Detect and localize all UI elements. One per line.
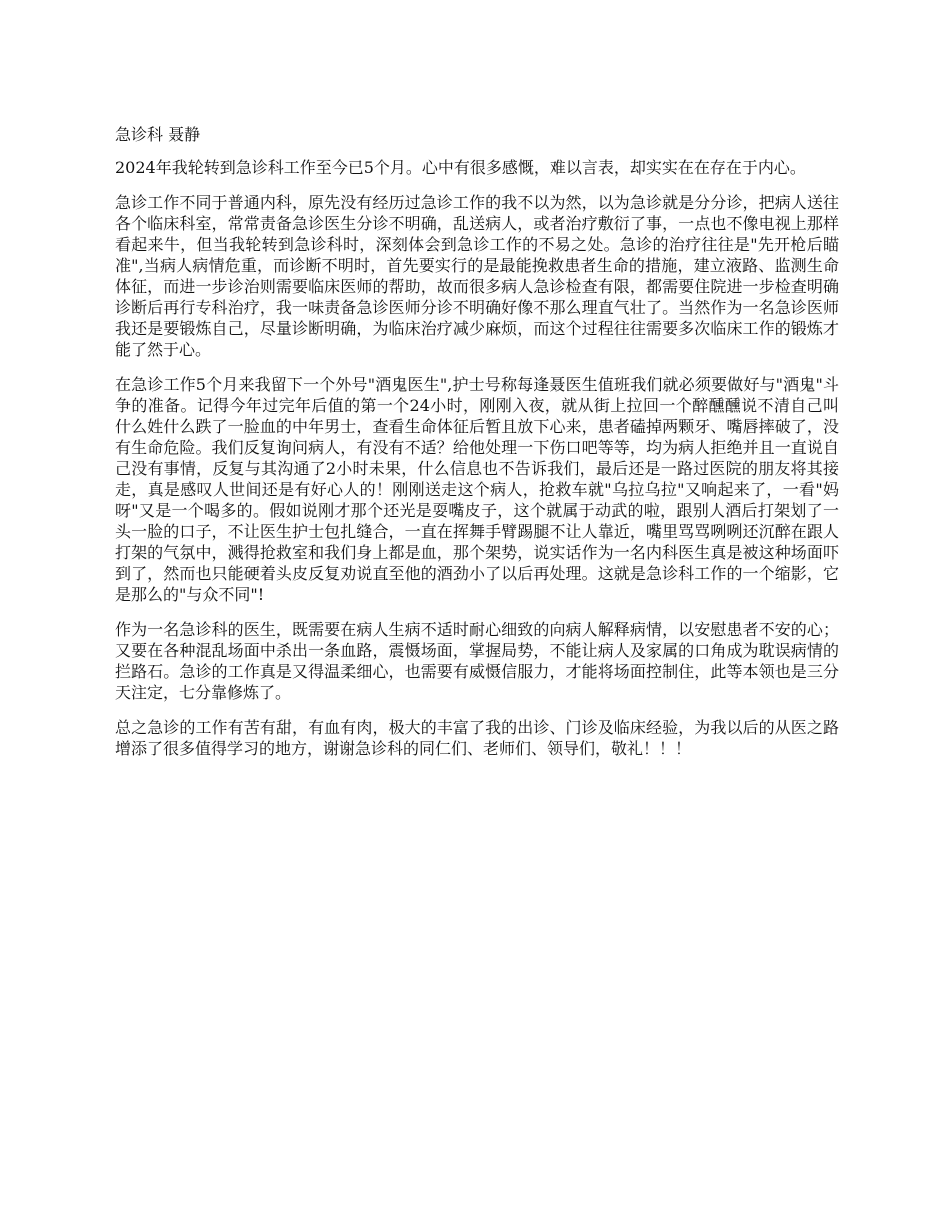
paragraph-conclusion: 总之急诊的工作有苦有甜，有血有肉，极大的丰富了我的出诊、门诊及临床经验，为我以后的从医之路增添了很多值得学习的地方，谢谢急诊科的同仁们、老师们、领导们，敬礼！！！ <box>115 718 839 758</box>
document-body <box>115 124 839 773</box>
paragraph-intro: 2024年我轮转到急诊科工作至今已5个月。心中有很多感慨，难以言表，却实实在在存在于内心。 <box>115 158 806 177</box>
document-heading: 急诊科 聂静 <box>115 125 201 144</box>
paragraph-emergency-work: 急诊工作不同于普通内科，原先没有经历过急诊工作的我不以为然，以为急诊就是分分诊，把病人送往各个临床科室，常常责备急诊医生分诊不明确，乱送病人，或者治疗敷衍了事，一点也不像电视上那样看起来牛，但当我轮转到急诊科时，深刻体会到急诊工作的不易之处。急诊的治疗往往是"先开枪后瞄准",当病人病情危重，而诊断不明时，首先要实行的是最能挽救患者生命的措施，建立液路、监测生命体征，而进一步诊治则需要临床医师的帮助，故而很多病人急诊检查有限，都需要住院进一步检查明确诊断后再行专科治疗，我一味责备急诊医师分诊不明确好像不那么理直气壮了。当然作为一名急诊医师我还是要锻炼自己，尽量诊断明确，为临床治疗减少麻烦，而这个过程往往需要多次临床工作的锻炼才能了然于心。 <box>115 193 839 359</box>
paragraph-drunk-patients: 在急诊工作5个月来我留下一个外号"酒鬼医生",护士号称每逢聂医生值班我们就必须要做好与"酒鬼"斗争的准备。记得今年过完年后值的第一个24小时，刚刚入夜，就从街上拉回一个醉醺醺说不清自己叫什么姓什么跌了一脸血的中年男士，查看生命体征后暂且放下心来，患者磕掉两颗牙、嘴唇摔破了，没有生命危险。我们反复询问病人，有没有不适？给他处理一下伤口吧等等，均为病人拒绝并且一直说自己没有事情，反复与其沟通了2小时未果，什么信息也不告诉我们，最后还是一路过医院的朋友将其接走，真是感叹人世间还是有好心人的！刚刚送走这个病人，抢救车就"乌拉乌拉"又响起来了，一看"妈呀"又是一个喝多的。假如说刚才那个还光是耍嘴皮子，这个就属于动武的啦，跟别人酒后打架划了一头一脸的口子，不让医生护士包扎缝合，一直在挥舞手臂踢腿不让人靠近，嘴里骂骂咧咧还沉醉在跟人打架的气氛中，溅得抢救室和我们身上都是血，那个架势，说实话作为一名内科医生真是被这种场面吓到了，然而也只能硬着头皮反复劝说直至他的酒劲小了以后再处理。这就是急诊科工作的一个缩影，它是那么的"与众不同"! <box>115 375 839 604</box>
paragraph-doctor-role: 作为一名急诊科的医生，既需要在病人生病不适时耐心细致的向病人解释病情，以安慰患者不安的心；又要在各种混乱场面中杀出一条血路，震慑场面，掌握局势，不能让病人及家属的口角成为耽误病情的拦路石。急诊的工作真是又得温柔细心，也需要有威慑信服力，才能将场面控制住，此等本领也是三分天注定，七分靠修炼了。 <box>115 620 839 702</box>
